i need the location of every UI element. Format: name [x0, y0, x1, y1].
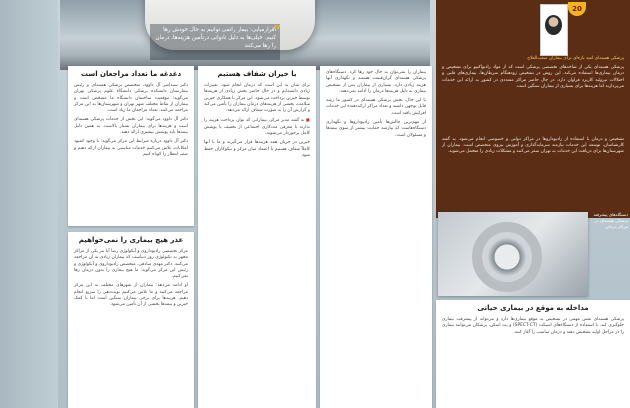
paragraph: از مهم‌ترین چالش‌ها تأمین رادیوداروها و نگهداری دستگاه‌هاست که نیازمند حمایت بیشتر از سوی بیمه‌ها و مسئولان است.	[326, 120, 426, 138]
paragraph: دکتر سیدامیر آل داوود، متخصص پزشکی هسته‌ای و رئیس بیمارستان دانشکده پزشکی دانشگاه علوم پزشکی تهران می‌گوید: موقعیت ساختمان دانشگاه ما مشخص است و بیماران از نقاط مختلف شهر تهران و شهرستان‌ها به این مرکز مراجعه می‌کنند. تعداد مراجعان ما زیاد است.	[74, 83, 188, 114]
sidebar-highlight: پزشکی هسته‌ای امید تازه‌ای برای بیماران صعب‌العلاج	[527, 56, 624, 61]
gantry-image	[472, 222, 542, 292]
article-bottom-right	[436, 300, 630, 408]
author-avatar	[545, 15, 562, 35]
article-middle-right	[320, 66, 432, 408]
sidebar-brown-bottom	[436, 133, 630, 218]
sidebar-text: تشخیص و درمان با استفاده از رادیوداروها در مراکز دولتی و خصوصی انجام می‌شود. به گفته کارشناسان، توسعه این خدمات نیازمند سرمایه‌گذاری و آموزش نیروی متخصص است. بیماران از شهرستان‌ها برای دریافت این خدمات به تهران سفر می‌کنند و مشکلات زیادی را متحمل می‌شوند.	[442, 137, 624, 155]
page-number-value: 20	[572, 5, 582, 13]
paragraph: پزشکی هسته‌ای نقش مهمی در تشخیص به موقع بیماری‌ها دارد و می‌تواند از پیشرفت بیماری جلوگیری کند. با استفاده از دستگاه‌های اسپکت (SPECT-CT) و پت اسکن، پزشکان می‌توانند بیماری را در مراحل اولیه تشخیص دهند و درمان مناسب را آغاز کنند.	[442, 317, 624, 335]
paragraph: بیماران را نمی‌توان به حال خود رها کرد. دستگاه‌های پزشکی هسته‌ای گران‌قیمت هستند و نگهداری آنها هزینه زیادی دارد. بسیاری از بیماران پس از تشخیص بیماری به دلیل هزینه‌ها درمان را ادامه نمی‌دهند.	[326, 70, 426, 94]
author-box	[540, 4, 568, 56]
paragraph: با این حال، بخش پزشکی هسته‌ای در کشور ما رشد قابل توجهی داشته و تعداد مراکز ارائه‌دهنده این خدمات افزایش یافته است.	[326, 98, 426, 116]
equipment-photo	[438, 212, 588, 296]
page-edge	[0, 0, 58, 408]
photo-caption: دستگاه‌های پیشرفته پزشکی هسته‌ای در مراکز درمانی	[593, 212, 628, 229]
article-left-bottom	[68, 232, 194, 408]
quote-mark-icon: “	[272, 22, 282, 43]
section-title: مداخله به موقع در بیماری حیاتی	[477, 304, 589, 312]
section-title: با خیران شفاف هستیم	[217, 70, 297, 78]
pull-quote: اقرارمیایی: بیمار راتمی توانیم به حال خودش رها کنیم. خیلی‌ها به دلیل ناتوانی درتأمین هزینه‌ها، درمان را رها می‌کنند	[150, 24, 280, 60]
paragraph: مرکز تخصصی رادیوداروی و آنکولوژی رضا آبا نیز یکی از مراکز مجهز به تکنولوژی روز دنیاست که بیماران زیادی به آن مراجعه می‌کنند. دکتر مهدی صادقی، متخصص رادیوداروی و آنکولوژی و رئیس این مرکز می‌گوید: ما هیچ بیماری را بدون درمان رها نمی‌کنیم.	[74, 249, 188, 280]
paragraph: دکتر آل داوود درباره شرایط این مرکز می‌گوید: با وجود کمبود امکانات، تلاش می‌کنیم خدمات مناسبی به بیماران ارائه دهیم و صف انتظار را کوتاه کنیم.	[74, 139, 188, 157]
paragraph: برای شان به این است که درمان انجام شود. تغییرات زیادی داشته‌ایم و در حال حاضر بخش زیادی از هزینه‌ها توسط خیرین پرداخت می‌شود. این مرکز با همکاری خیرین سلامت، بخشی از هزینه‌های درمان بیماران را تأمین می‌کند و گزارش آن را به صورت شفاف ارائه می‌دهد.	[204, 83, 310, 114]
sidebar-text: پزشکی هسته‌ای یکی از شاخه‌های تخصصی پزشکی است که از مواد رادیواکتیو برای تشخیص و درمان بیماری‌ها استفاده می‌کند. این روش در تشخیص زودهنگام سرطان‌ها، بیماری‌های قلبی و اختلالات تیروئید کاربرد فراوان دارد. در حال حاضر مراکز متعددی در کشور به ارائه این خدمات می‌پردازند اما هزینه‌ها برای بسیاری از بیماران سنگین است.	[442, 65, 624, 89]
article-left-top	[68, 66, 194, 226]
paragraph: ■ به گفته مدیر مرکز، بیمارانی که توان پرداخت هزینه را ندارند با معرفی مددکاری اجتماعی از تخفیف یا پوشش کامل برخوردار می‌شوند.	[204, 117, 310, 137]
paragraph: او ادامه می‌دهد: بیماران از شهرهای مختلف به این مرکز مراجعه می‌کنند و ما تلاش می‌کنیم نوبت‌دهی را سریع انجام دهیم. هزینه‌ها برای برخی بیماران سنگین است اما با کمک خیرین و بیمه‌ها بخشی از آن تأمین می‌شود.	[74, 283, 188, 308]
paragraph: دکتر آل داوود می‌گوید: این بخش از خدمات پزشکی هسته‌ای است و هزینه‌ها برای بیماران بسیار بالاست. به همین دلیل بیمه‌ها باید پوشش بیشتری ارائه دهند.	[74, 117, 188, 136]
paragraph: خیرین در جریان همه هزینه‌ها قرار می‌گیرند و ما با آنها کاملاً شفاف هستیم تا اعتماد میان مرکز و نیکوکاران حفظ شود.	[204, 140, 310, 158]
article-middle	[198, 66, 316, 408]
section-title: عذر هیچ بیماری را نمی‌خواهیم	[78, 236, 184, 244]
section-title: دغدغه ما تعداد مراجعان است	[80, 70, 182, 78]
